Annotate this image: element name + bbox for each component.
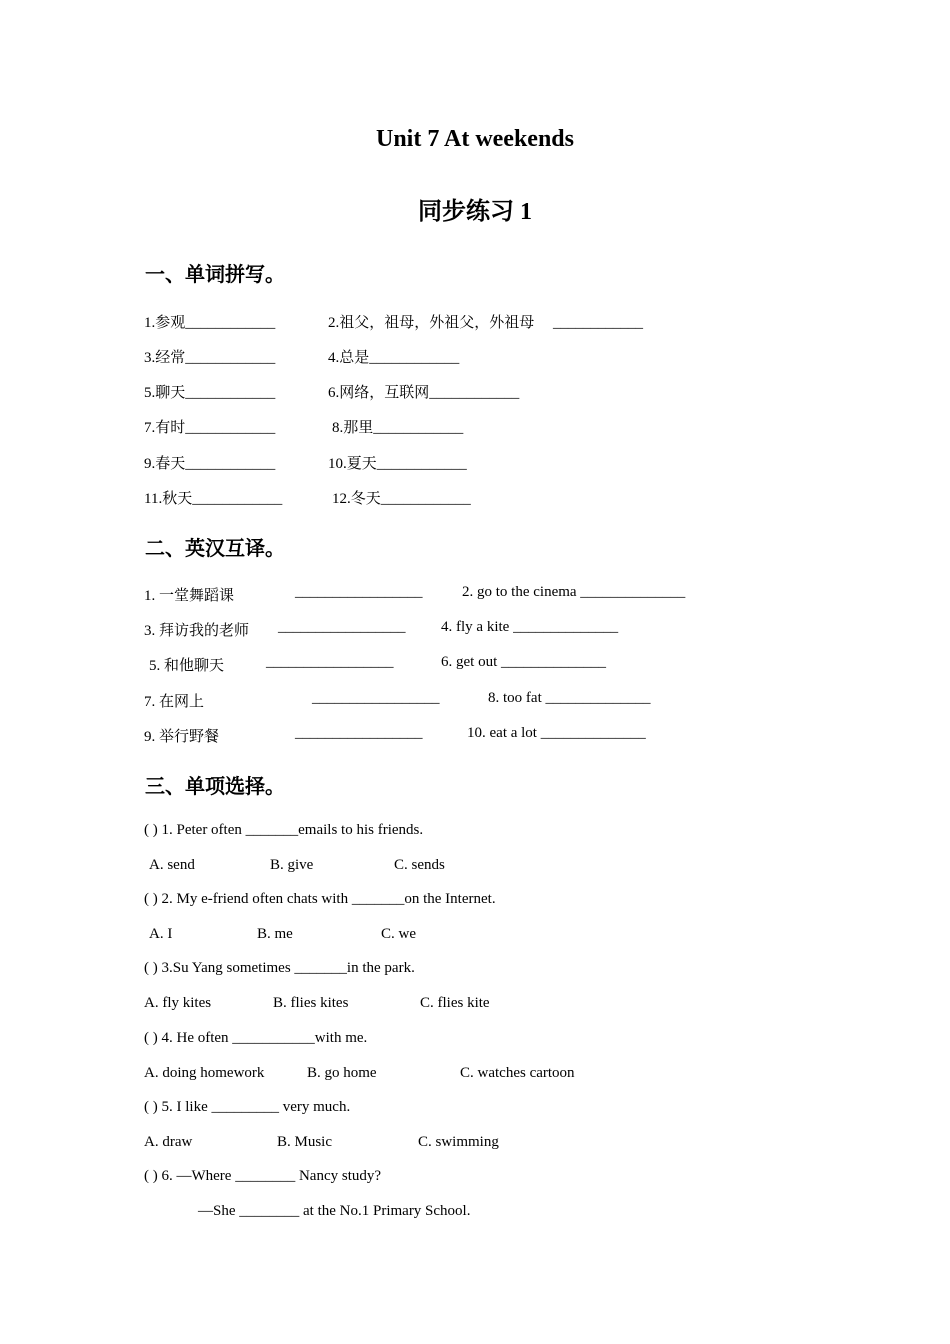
q1-option-b: B. give [270, 857, 314, 873]
q2-option-c: C. we [381, 926, 416, 942]
translate-item-9: 9. 举行野餐 [144, 729, 220, 745]
translate-blank-5: _________________ [266, 654, 394, 670]
vocab-item-6: 6.网络，互联网____________ [328, 385, 520, 401]
q3-option-b: B. flies kites [273, 995, 349, 1011]
translate-blank-3: _________________ [278, 619, 406, 635]
translate-blank-1: _________________ [295, 584, 423, 600]
translate-item-6: 6. get out ______________ [441, 654, 606, 670]
translate-item-8: 8. too fat ______________ [488, 690, 651, 706]
q2-option-a: A. I [149, 926, 173, 942]
question-4: ( ) 4. He often ___________with me. [144, 1030, 368, 1046]
section1-heading: 一、单词拼写。 [145, 264, 285, 286]
q3-option-c: C. flies kite [420, 995, 490, 1011]
translate-item-5: 5. 和他聊天 [149, 658, 225, 674]
q1-option-c: C. sends [394, 857, 445, 873]
vocab-item-10: 10.夏天____________ [328, 456, 467, 472]
page-title: Unit 7 At weekends [375, 126, 574, 152]
q2-option-b: B. me [257, 926, 293, 942]
section2-heading: 二、英汉互译。 [145, 538, 285, 560]
translate-item-7: 7. 在网上 [144, 694, 205, 710]
q4-option-a: A. doing homework [144, 1065, 265, 1081]
q5-option-b: B. Music [277, 1134, 333, 1150]
translate-item-3: 3. 拜访我的老师 [144, 623, 250, 639]
question-2: ( ) 2. My e-friend often chats with _______on the Internet. [144, 891, 496, 907]
vocab-item-12: 12.冬天____________ [332, 491, 471, 507]
vocab-item-4: 4.总是____________ [328, 350, 460, 366]
question-5: ( ) 5. I like _________ very much. [144, 1099, 351, 1115]
translate-blank-9: _________________ [295, 725, 423, 741]
question-6: ( ) 6. —Where ________ Nancy study? [144, 1168, 382, 1184]
vocab-item-3: 3.经常____________ [144, 350, 276, 366]
vocab-item-9: 9.春天____________ [144, 456, 276, 472]
section3-heading: 三、单项选择。 [145, 776, 285, 798]
translate-blank-7: _________________ [312, 690, 440, 706]
question-1: ( ) 1. Peter often _______emails to his friends. [144, 822, 424, 838]
vocab-item-7: 7.有时____________ [144, 420, 276, 436]
q1-option-a: A. send [149, 857, 195, 873]
q5-option-c: C. swimming [418, 1134, 499, 1150]
question-3: ( ) 3.Su Yang sometimes _______in the park. [144, 960, 415, 976]
vocab-item-5: 5.聊天____________ [144, 385, 276, 401]
q4-option-b: B. go home [307, 1065, 377, 1081]
page-subtitle: 同步练习 1 [418, 199, 532, 225]
vocab-item-11: 11.秋天____________ [144, 491, 283, 507]
translate-item-1: 1. 一堂舞蹈课 [144, 588, 235, 604]
vocab-item-2: 2.祖父，祖母，外祖父，外祖母 ____________ [328, 315, 644, 331]
vocab-item-1: 1.参观____________ [144, 315, 276, 331]
q5-option-a: A. draw [144, 1134, 193, 1150]
q4-option-c: C. watches cartoon [460, 1065, 575, 1081]
translate-item-10: 10. eat a lot ______________ [467, 725, 646, 741]
translate-item-2: 2. go to the cinema ______________ [462, 584, 686, 600]
q3-option-a: A. fly kites [144, 995, 212, 1011]
question-6-line2: —She ________ at the No.1 Primary School. [198, 1203, 471, 1219]
translate-item-4: 4. fly a kite ______________ [441, 619, 619, 635]
vocab-item-8: 8.那里____________ [332, 420, 464, 436]
